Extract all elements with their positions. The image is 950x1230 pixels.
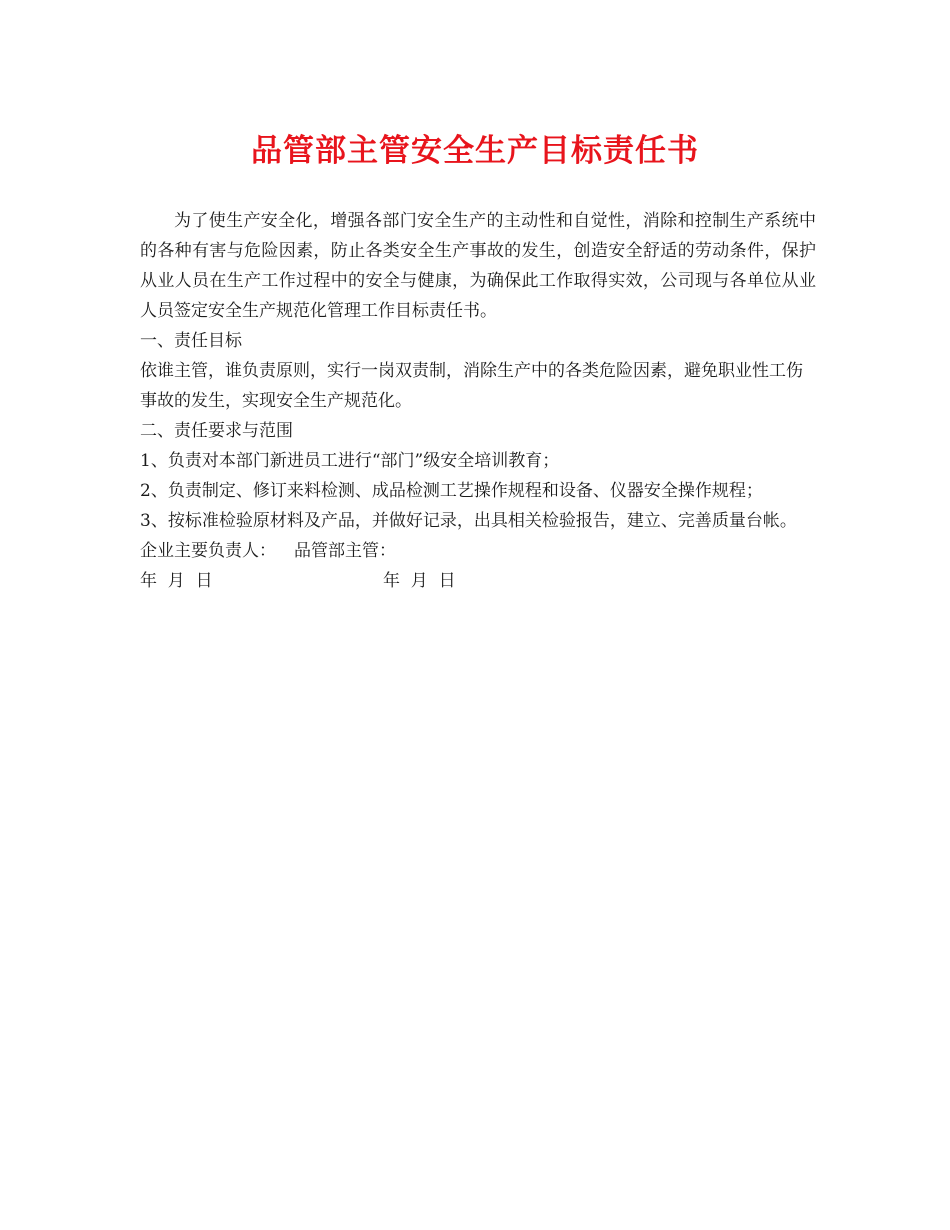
document-title: 品管部主管安全生产目标责任书 (251, 133, 699, 169)
section-heading-goal: 一、责任目标 (140, 331, 242, 351)
signature-gap (276, 536, 294, 566)
requirement-item: 1、负责对本部门新进员工进行“部门”级安全培训教育； (140, 451, 560, 471)
date-qa-supervisor: 年 月 日 (383, 571, 456, 591)
intro-paragraph: 为了使生产安全化，增强各部门安全生产的主动性和自觉性，消除和控制生产系统中的各种有害与危险因素，防止各类安全生产事故的发生，创造安全舒适的劳动条件，保护从业人员在生产工作过程中的安全与健康，为确保此工作取得实效，公司现与各单位从业人员签定安全生产规范化管理工作目标责任书。 (140, 211, 816, 321)
signature-row (140, 536, 816, 566)
date-row (140, 566, 816, 596)
signature-label-company-head: 企业主要负责人： (140, 541, 276, 561)
date-company-head: 年 月 日 (140, 571, 213, 591)
signature-label-qa-supervisor: 品管部主管： (294, 541, 396, 561)
section-goal-text: 依谁主管，谁负责原则，实行一岗双责制，消除生产中的各类危险因素，避免职业性工伤事故的发生，实现安全生产规范化。 (140, 361, 803, 411)
document-body (140, 206, 816, 596)
section-heading-requirements: 二、责任要求与范围 (140, 421, 293, 441)
requirement-item: 3、按标准检验原材料及产品，并做好记录，出具相关检验报告，建立、完善质量台帐。 (140, 511, 797, 531)
requirement-item: 2、负责制定、修订来料检测、成品检测工艺操作规程和设备、仪器安全操作规程； (140, 481, 763, 501)
